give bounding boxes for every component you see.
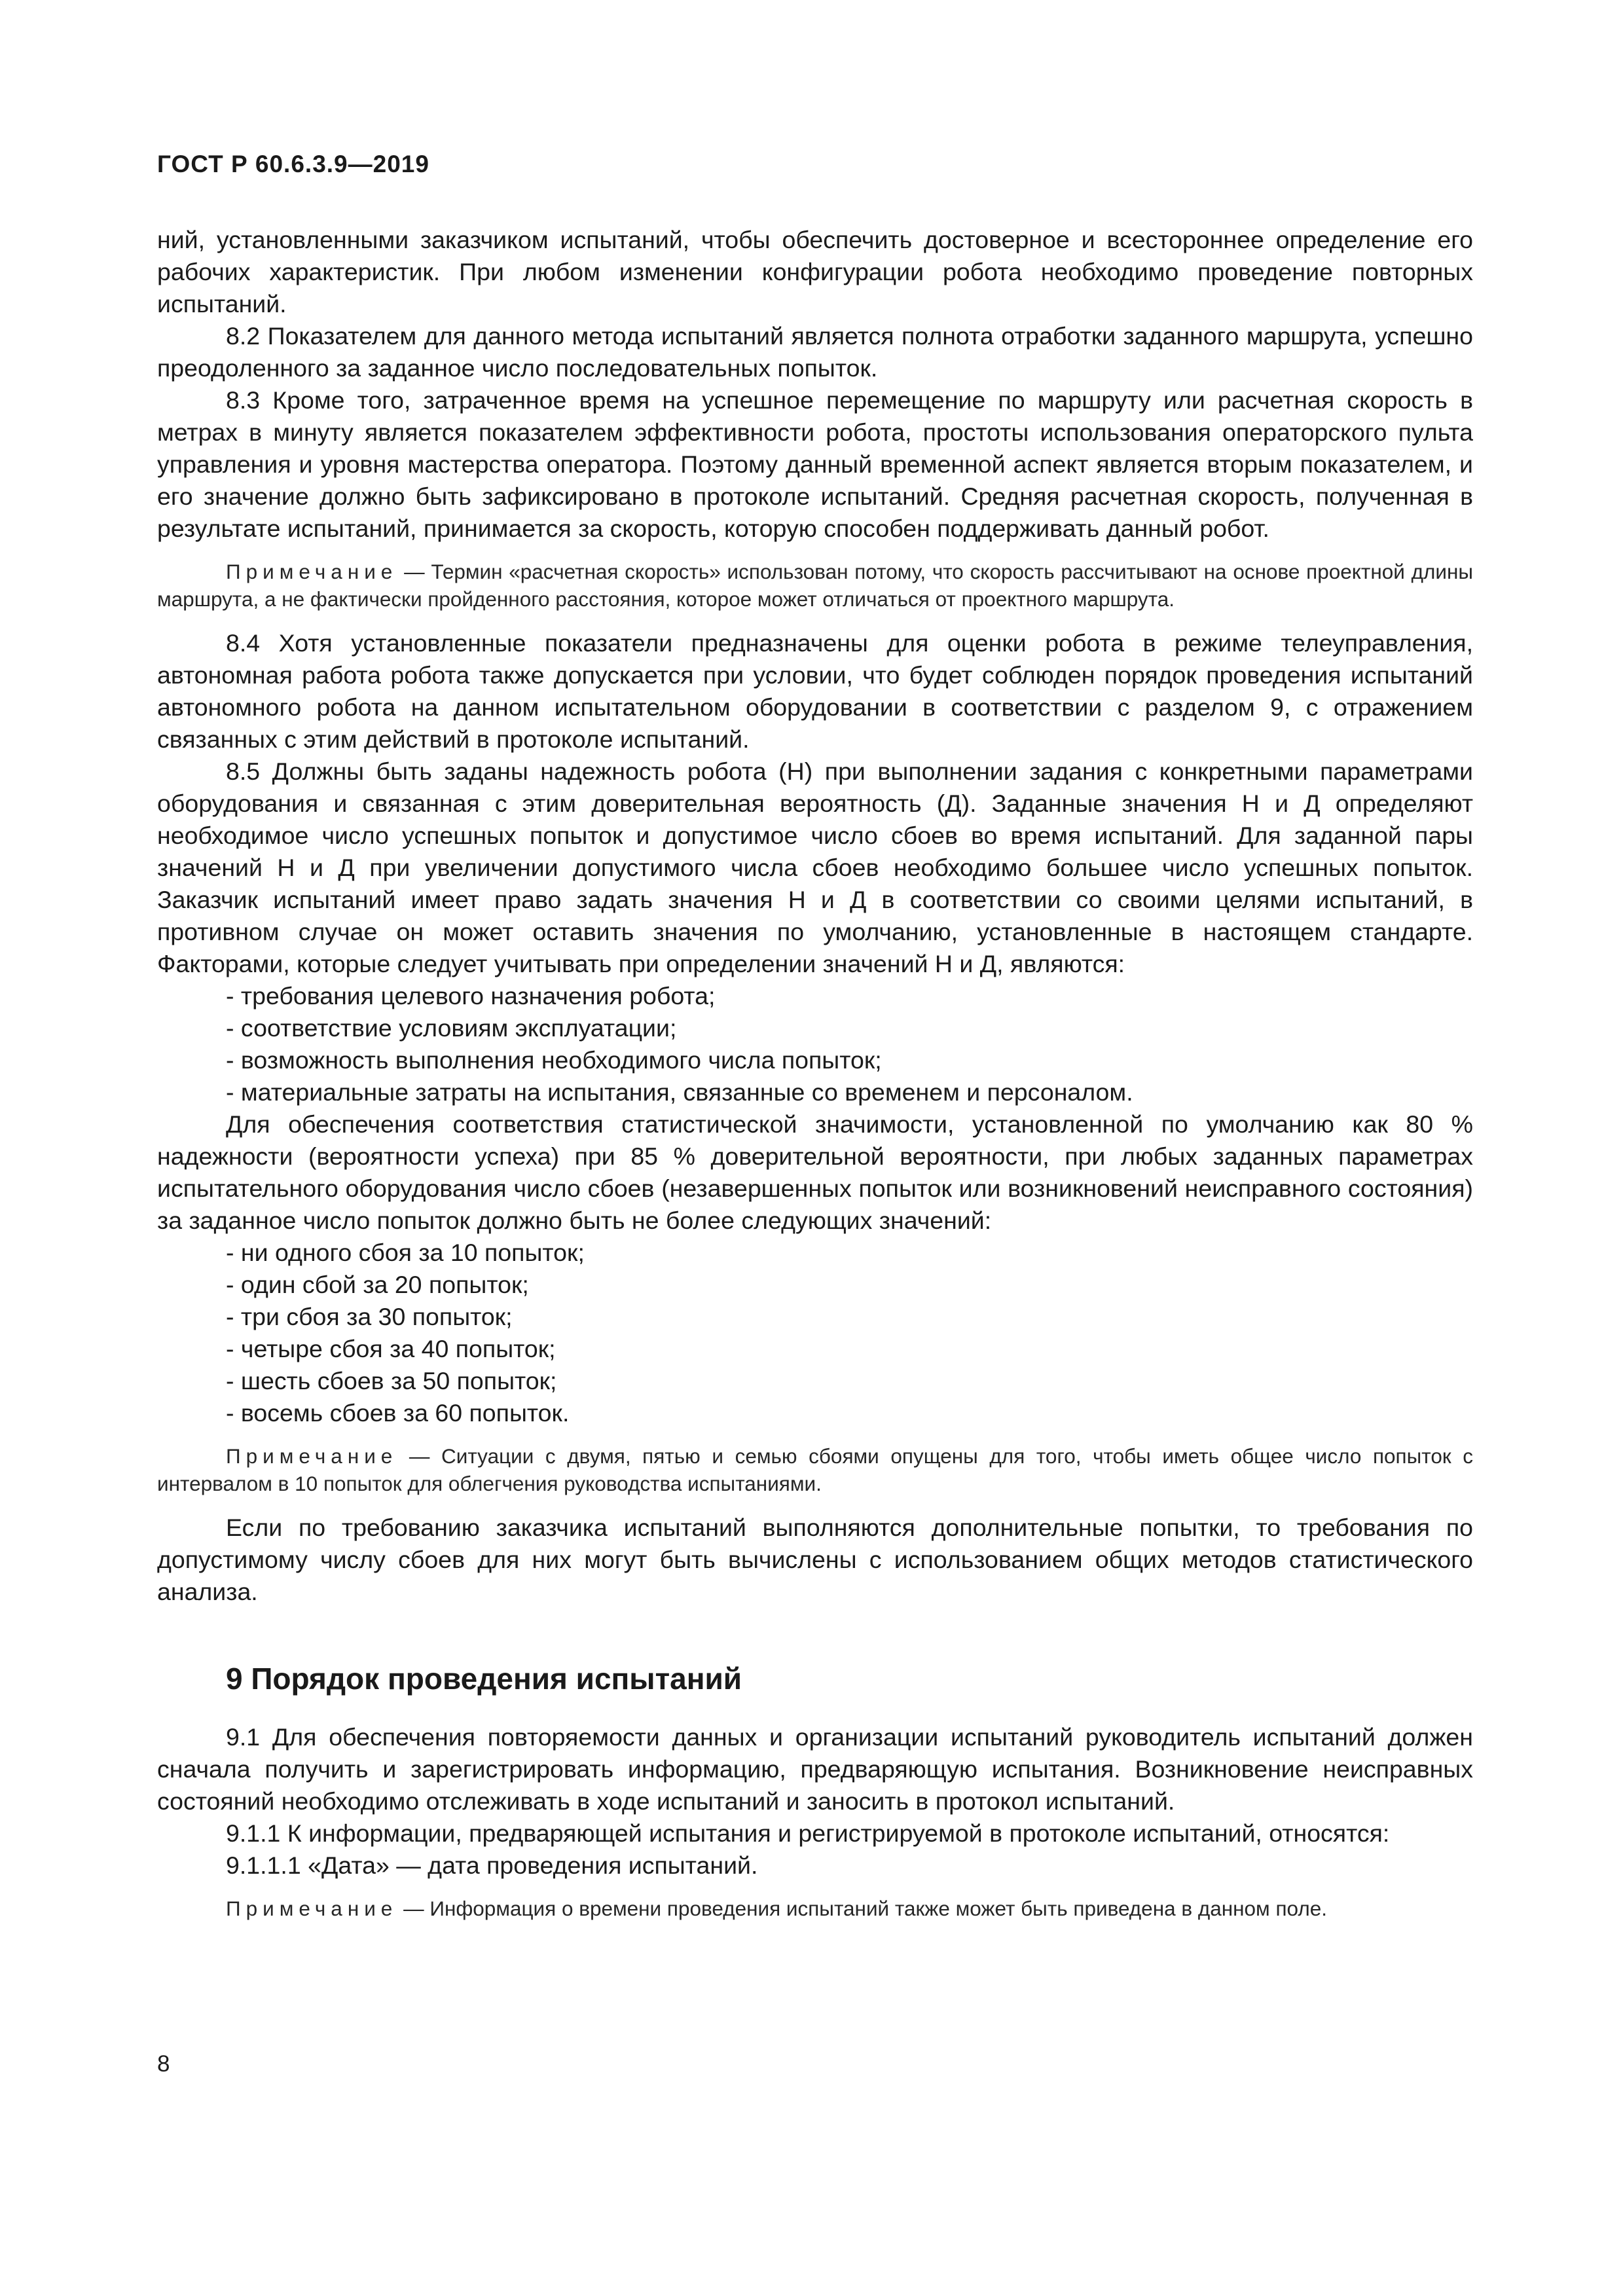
paragraph-9-1-1-1: 9.1.1.1 «Дата» — дата проведения испытаний. — [226, 1851, 758, 1879]
note-text: — Информация о времени проведения испытаний также может быть приведена в данном поле. — [397, 1897, 1327, 1920]
section-9-title: 9 Порядок проведения испытаний — [226, 1662, 742, 1696]
failure-limits-list — [157, 1237, 1473, 1429]
document-header: ГОСТ Р 60.6.3.9—2019 — [157, 151, 429, 177]
document-body — [157, 224, 1473, 1922]
list-item: - четыре сбоя за 40 попыток; — [226, 1333, 1473, 1365]
list-item: - ни одного сбоя за 10 попыток; — [226, 1237, 1473, 1269]
list-item: - соответствие условиям эксплуатации; — [226, 1012, 1473, 1044]
paragraph-8-2: 8.2 Показателем для данного метода испытаний является полнота отработки заданного маршрута, успешно преодоленного за заданное число последовательных попыток. — [157, 322, 1473, 382]
note-2 — [157, 1442, 1473, 1497]
note-label: Примечание — [226, 1444, 398, 1468]
paragraph-8-5: 8.5 Должны быть заданы надежность робота (Н) при выполнении задания с конкретными параметрами оборудования и связанная с этим доверительная вероятность (Д). Заданные значения Н и Д определяют необходимое число успешных попыток и допустимое число сбоев во время испытаний. Для заданной пары значений Н и Д при увеличении допустимого числа сбоев необходимо большее число успешных попыток. Заказчик испытаний имеет право задать значения Н и Д в соответствии со своими целями испытаний, в противном случае он может оставить значения по умолчанию, установленные в настоящем стандарте. Факторами, которые следует учитывать при определении значений Н и Д, являются: — [157, 757, 1473, 977]
paragraph-continuation: ний, установленными заказчиком испытаний, чтобы обеспечить достоверное и всестороннее определение его рабочих характеристик. При любом изменении конфигурации робота необходимо проведение повторных испытаний. — [157, 226, 1473, 318]
paragraph-statistics: Для обеспечения соответствия статистической значимости, установленной по умолчанию как 80 % надежности (вероятности успеха) при 85 % доверительной вероятности, при любых заданных параметрах испытательного оборудования число сбоев (незавершенных попыток или возникновений неисправного состояния) за заданное число попыток должно быть не более следующих значений: — [157, 1110, 1473, 1234]
note-label: Примечание — [226, 1897, 398, 1920]
note-1 — [157, 558, 1473, 613]
note-text: — Ситуации с двумя, пятью и семью сбоями опущены для того, чтобы иметь общее число попыток с интервалом в 10 попыток для облегчения руководства испытаниями. — [157, 1444, 1473, 1495]
paragraph-9-1: 9.1 Для обеспечения повторяемости данных и организации испытаний руководитель испытаний должен сначала получить и зарегистрировать информацию, предваряющую испытания. Возникновение неисправных состояний необходимо отслеживать в ходе испытаний и заносить в протокол испытаний. — [157, 1723, 1473, 1815]
factors-list — [157, 980, 1473, 1108]
list-item: - возможность выполнения необходимого числа попыток; — [226, 1044, 1473, 1076]
list-item: - восемь сбоев за 60 попыток. — [226, 1397, 1473, 1429]
document-page — [157, 151, 1473, 1937]
list-item: - шесть сбоев за 50 попыток; — [226, 1365, 1473, 1397]
note-label: Примечание — [226, 560, 398, 583]
list-item: - один сбой за 20 попыток; — [226, 1269, 1473, 1301]
note-text: — Термин «расчетная скорость» использован потому, что скорость рассчитывают на основе проектной длины маршрута, а не фактически пройденного расстояния, которое может отличаться от проектного маршрута. — [157, 560, 1473, 611]
paragraph-9-1-1: 9.1.1 К информации, предваряющей испытания и регистрируемой в протоколе испытаний, относятся: — [226, 1819, 1390, 1847]
paragraph-8-4: 8.4 Хотя установленные показатели предназначены для оценки робота в режиме телеуправления, автономная работа робота также допускается при условии, что будет соблюден порядок проведения испытаний автономного робота на данном испытательном оборудовании в соответствии с разделом 9, с отражением связанных с этим действий в протоколе испытаний. — [157, 629, 1473, 753]
paragraph-additional-attempts: Если по требованию заказчика испытаний выполняются дополнительные попытки, то требования по допустимому числу сбоев для них могут быть вычислены с использованием общих методов статистического анализа. — [157, 1514, 1473, 1605]
note-3 — [157, 1895, 1473, 1922]
page-number: 8 — [157, 2051, 170, 2077]
paragraph-8-3: 8.3 Кроме того, затраченное время на успешное перемещение по маршруту или расчетная скорость в метрах в минуту является показателем эффективности робота, простоты использования операторского пульта управления и уровня мастерства оператора. Поэтому данный временной аспект является вторым показателем, и его значение должно быть зафиксировано в протоколе испытаний. Средняя расчетная скорость, полученная в результате испытаний, принимается за скорость, которую способен поддерживать данный робот. — [157, 386, 1473, 542]
list-item: - требования целевого назначения робота; — [226, 980, 1473, 1012]
list-item: - материальные затраты на испытания, связанные со временем и персоналом. — [226, 1076, 1473, 1108]
list-item: - три сбоя за 30 попыток; — [226, 1301, 1473, 1333]
